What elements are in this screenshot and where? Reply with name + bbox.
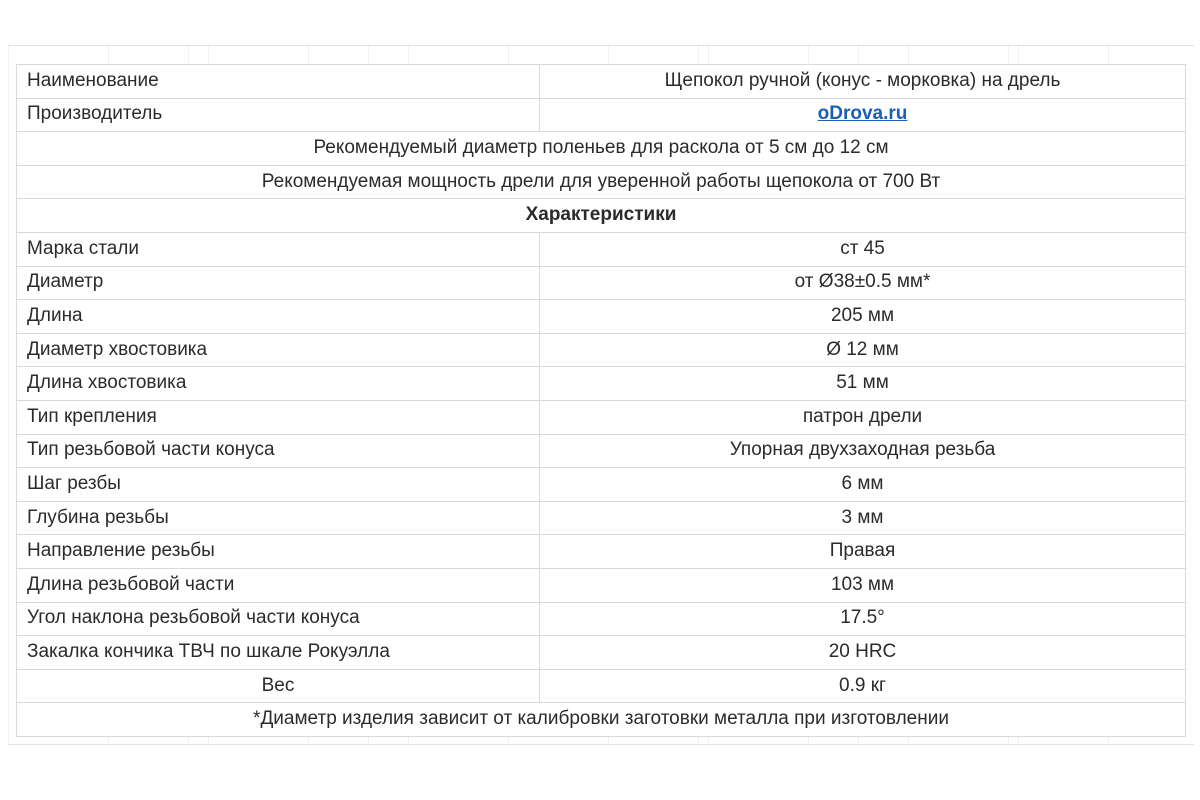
spec-value: ст 45 <box>540 232 1186 266</box>
maker-label: Производитель <box>17 98 540 132</box>
maker-cell <box>540 98 1186 132</box>
table-row-name <box>17 65 1186 99</box>
spec-value: 205 мм <box>540 300 1186 334</box>
spec-label: Марка стали <box>17 232 540 266</box>
table-row <box>17 636 1186 670</box>
spec-label: Шаг резбы <box>17 468 540 502</box>
table-row-footnote <box>17 703 1186 737</box>
spec-label: Тип крепления <box>17 400 540 434</box>
table-row <box>17 333 1186 367</box>
table-row <box>17 434 1186 468</box>
spec-value: 103 мм <box>540 568 1186 602</box>
table-row <box>17 501 1186 535</box>
spec-label: Угол наклона резьбовой части конуса <box>17 602 540 636</box>
spec-label: Длина резьбовой части <box>17 568 540 602</box>
spec-label: Закалка кончика ТВЧ по шкале Рокуэлла <box>17 636 540 670</box>
spec-value: Упорная двухзаходная резьба <box>540 434 1186 468</box>
name-value: Щепокол ручной (конус - морковка) на дрель <box>540 65 1186 99</box>
table-row <box>17 400 1186 434</box>
table-row <box>17 232 1186 266</box>
table-row <box>17 568 1186 602</box>
grid-line-top <box>8 45 1194 46</box>
table-row-recommend-diameter <box>17 132 1186 166</box>
spec-value: 20 HRC <box>540 636 1186 670</box>
table-row <box>17 300 1186 334</box>
spec-label: Глубина резьбы <box>17 501 540 535</box>
footnote-text: *Диаметр изделия зависит от калибровки заготовки металла при изготовлении <box>17 703 1186 737</box>
spec-value: Ø 12 мм <box>540 333 1186 367</box>
spec-label: Направление резьбы <box>17 535 540 569</box>
recommend-diameter-text: Рекомендуемый диаметр поленьев для раскола от 5 см до 12 см <box>17 132 1186 166</box>
spec-value: 3 мм <box>540 501 1186 535</box>
spec-label: Диаметр хвостовика <box>17 333 540 367</box>
spec-value: 0.9 кг <box>540 669 1186 703</box>
table-row-maker <box>17 98 1186 132</box>
table-row-recommend-power <box>17 165 1186 199</box>
spec-label: Длина <box>17 300 540 334</box>
recommend-power-text: Рекомендуемая мощность дрели для уверенной работы щепокола от 700 Вт <box>17 165 1186 199</box>
spec-label: Тип резьбовой части конуса <box>17 434 540 468</box>
table-row <box>17 468 1186 502</box>
spreadsheet-area <box>8 45 1194 745</box>
spec-label: Диаметр <box>17 266 540 300</box>
section-header: Характеристики <box>17 199 1186 233</box>
maker-link[interactable]: oDrova.ru <box>817 103 908 125</box>
spec-label: Вес <box>17 669 540 703</box>
spec-value: 6 мм <box>540 468 1186 502</box>
name-label: Наименование <box>17 65 540 99</box>
spec-value: патрон дрели <box>540 400 1186 434</box>
table-row <box>17 602 1186 636</box>
table-row <box>17 266 1186 300</box>
table-row <box>17 367 1186 401</box>
table-row <box>17 535 1186 569</box>
table-row <box>17 669 1186 703</box>
table-row-section-header <box>17 199 1186 233</box>
spec-value: от Ø38±0.5 мм* <box>540 266 1186 300</box>
spec-value: 17.5° <box>540 602 1186 636</box>
spec-value: 51 мм <box>540 367 1186 401</box>
grid-line-bottom <box>8 744 1194 745</box>
spec-label: Длина хвостовика <box>17 367 540 401</box>
specification-table <box>16 64 1186 737</box>
spec-value: Правая <box>540 535 1186 569</box>
